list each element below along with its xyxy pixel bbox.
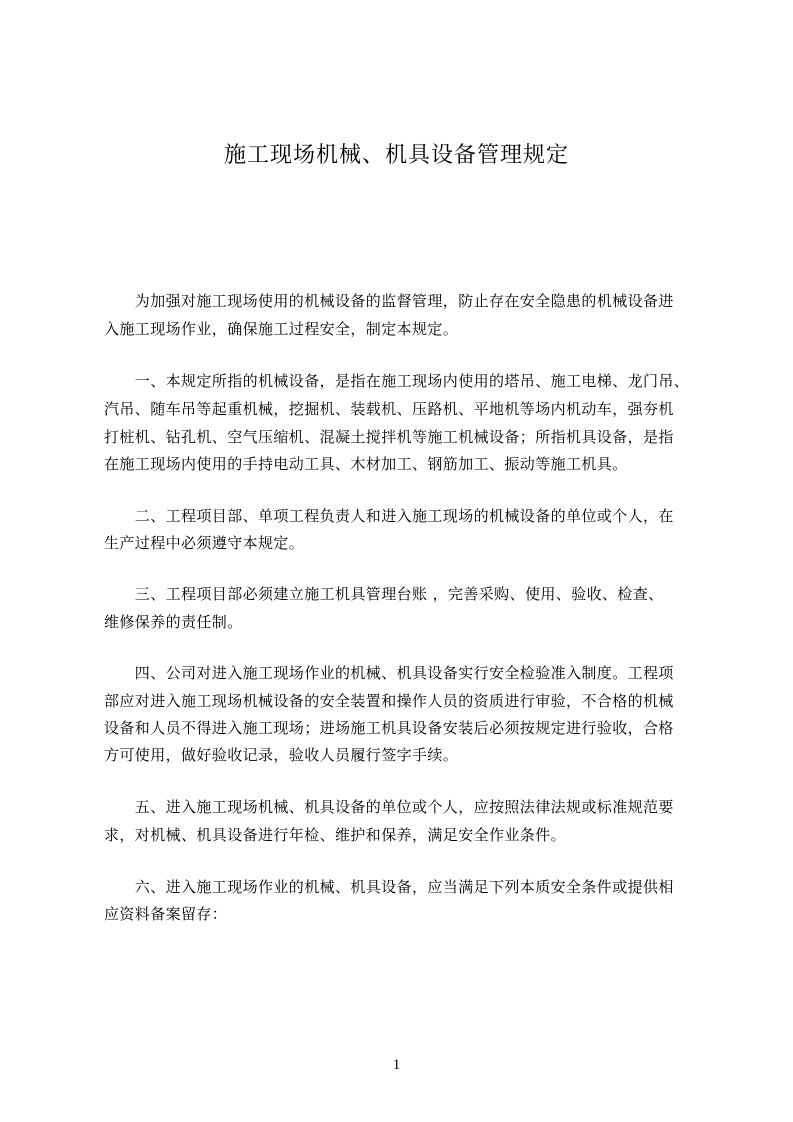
paragraph-4-line-2: 维修保养的责任制。 [104,613,243,631]
paragraph-3-line-1: 二、工程项目部、单项工程负责人和进入施工现场的机械设备的单位或个人，在 [104,507,674,525]
paragraph-6-line-1: 五、进入施工现场机械、机具设备的单位或个人，应按照法律法规或标准规范要 [104,798,674,816]
paragraph-6-line-2: 求，对机械、机具设备进行年检、维护和保养，满足安全作业条件。 [104,826,567,844]
paragraph-2-line-3: 打桩机、钻孔机、空气压缩机、混凝土搅拌机等施工机械设备；所指机具设备，是指 [104,428,674,446]
paragraph-1-line-2: 入施工现场作业，确保施工过程安全，制定本规定。 [104,320,459,338]
paragraph-5-line-1: 四、公司对进入施工现场作业的机械、机具设备实行安全检验准入制度。工程项 [104,664,674,682]
page-number: 1 [392,1057,401,1073]
paragraph-2-line-1: 一、本规定所指的机械设备，是指在施工现场内使用的塔吊、施工电梯、龙门吊、 [104,372,690,390]
paragraph-5-line-2: 部应对进入施工现场机械设备的安全装置和操作人员的资质进行审验，不合格的机械 [104,692,674,710]
document-title: 施工现场机械、机具设备管理规定 [223,143,569,168]
paragraph-1-line-1: 为加强对施工现场使用的机械设备的监督管理，防止存在安全隐患的机械设备进 [104,292,674,310]
paragraph-5-line-3: 设备和人员不得进入施工现场；进场施工机具设备安装后必须按规定进行验收，合格 [104,719,674,737]
paragraph-3-line-2: 生产过程中必须遵守本规定。 [104,534,305,552]
paragraph-2-line-2: 汽吊、随车吊等起重机械，挖掘机、装载机、压路机、平地机等场内机动车，强夯机 [104,400,674,418]
paragraph-2-line-4: 在施工现场内使用的手持电动工具、木材加工、钢筋加工、振动等施工机具。 [104,455,628,473]
paragraph-5-line-4: 方可使用，做好验收记录，验收人员履行签字手续。 [104,746,459,764]
paragraph-7-line-2: 应资料备案留存： [104,905,228,923]
paragraph-4-line-1: 三、工程项目部必须建立施工机具管理台账 ，完善采购、使用、验收、检查、 [104,585,664,603]
paragraph-7-line-1: 六、进入施工现场作业的机械、机具设备，应当满足下列本质安全条件或提供相 [104,878,674,896]
